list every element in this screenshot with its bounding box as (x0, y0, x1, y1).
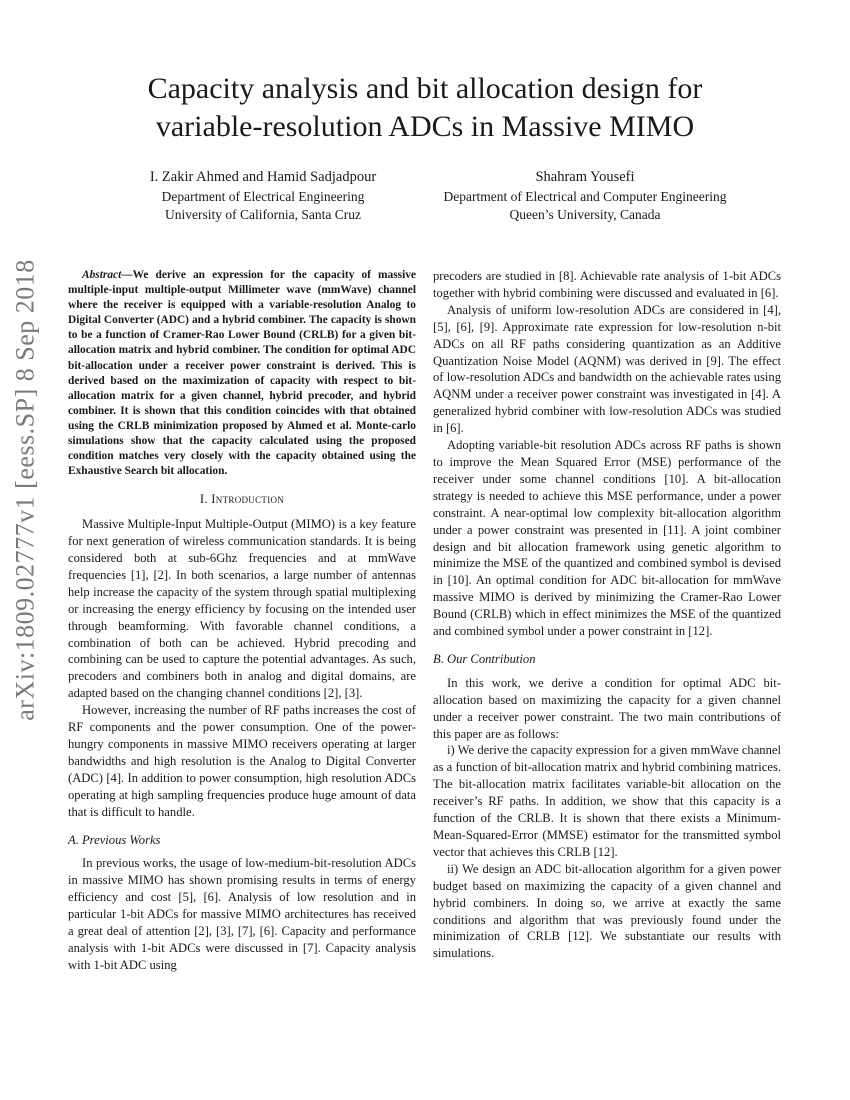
introduction-paragraph-2: However, increasing the number of RF paths increases the cost of RF components and the power consumption. One of the power-hungry components in massive MIMO receivers operating at larger bandwidths and high resolution is the Analog to Digital Converter (ADC) [4]. In addition to power consumption, high resolution ADCs operating at high sampling frequencies produce huge amount of data that is difficult to handle. (68, 703, 416, 819)
contribution-paragraph-3: ii) We design an ADC bit-allocation algorithm for a given power budget based on maximizing the capacity of a given channel and hybrid combiners. In doing so, we arrive at exactly the same conditions and algorithm that was previously found under the minimization of CRLB [12]. We substantiate our results with simulations. (433, 861, 781, 961)
author-institution: University of California, Santa Cruz (164, 207, 362, 222)
paper-title-line-1: Capacity analysis and bit allocation design for (147, 72, 703, 105)
author-block-queens (420, 168, 750, 224)
author-names: I. Zakir Ahmed and Hamid Sadjadpour (149, 169, 377, 185)
introduction-heading (68, 491, 416, 508)
contribution-paragraph-2: i) We derive the capacity expression for a given mmWave channel as a function of bit-allocation matrix and hybrid combining matrices. The bit-allocation matrix facilitates variable-bit allocation on the receiver’s RF paths. In addition, we show that this capacity is a function of the CRLB. It is shown that there exists a Minimum-Mean-Squared-Error (MMSE) estimator for the transmitted symbol vector that achieves this CRLB [12]. (433, 743, 781, 859)
arxiv-identifier-text: arXiv:1809.02777v1 [eess.SP] 8 Sep 2018 (11, 259, 41, 721)
introduction-paragraph-1: Massive Multiple-Input Multiple-Output (MIMO) is a key feature for next generation of wireless communication standards. It is being considered both at sub-6Ghz frequencies and at mmWave frequencies [1], [2]. In both scenarios, a large number of antennas help increase the capacity of the system through spatial multiplexing or increasing the energy efficiency by focusing on the intended user through beamforming. With favorable channel conditions, a combination of both can be achieved. Hybrid precoding and combining can be used to capture the potential advantages. As such, precoders and combiners both in analog and digital domains, are adapted based on the changing channel conditions [2], [3]. (68, 517, 416, 701)
paper-title-line-2: variable-resolution ADCs in Massive MIMO (155, 110, 695, 143)
contribution-heading: B. Our Contribution (433, 651, 536, 666)
right-column (433, 268, 781, 962)
previous-works-heading: A. Previous Works (68, 832, 161, 847)
contribution-paragraph-1: In this work, we derive a condition for optimal ADC bit-allocation based on maximizing the capacity for a given channel under a receiver power constraint. The two main contributions of this paper are as follows: (433, 675, 781, 741)
author-department: Department of Electrical and Computer Engineering (443, 189, 727, 204)
author-names: Shahram Yousefi (535, 169, 635, 185)
left-column (68, 268, 416, 974)
previous-works-paragraph-1-continued: precoders are studied in [8]. Achievable rate analysis of 1-bit ADCs together with hybrid combining were discussed and evaluated in [6]. (433, 269, 781, 300)
arxiv-identifier-stamp (0, 259, 52, 721)
paper-title (60, 70, 790, 146)
previous-works-paragraph-2: Analysis of uniform low-resolution ADCs are considered in [4], [5], [6], [9]. Approximate rate expression for low-resolution n-bit ADCs on all RF paths considering quantization as an Additive Quantization Noise Model (AQNM) was derived in [9]. The effect of low-resolution ADCs and bandwidth on the achievable rates using AQNM under a receiver power constraint was investigated in [4]. A generalized hybrid combiner with low-resolution ADCs was studied in [6]. (433, 302, 781, 436)
abstract-label: Abstract (82, 269, 122, 281)
abstract-text: —We derive an expression for the capacity of massive multiple-input multiple-output Millimeter wave (mmWave) channel where the receiver is equipped with a variable-resolution Analog to Digital Converter (ADC) and a hybrid combiner. The capacity is shown to be a function of Cramer-Rao Lower Bound (CRLB) for a given bit-allocation matrix and hybrid combiner. The condition for optimal ADC bit-allocation under a receiver power constraint is derived. This is derived based on the maximization of capacity with respect to bit-allocation matrix for a given channel, hybrid precoder, and hybrid combiner. It is shown that this condition coincides with that obtained using the CRLB minimization proposed by Ahmed et al. Monte-carlo simulations show that the capacity calculated using the proposed condition matches very closely with the capacity obtained using the Exhaustive Search bit allocation. (68, 269, 416, 478)
author-institution: Queen’s University, Canada (509, 207, 661, 222)
previous-works-paragraph-1: In previous works, the usage of low-medium-bit-resolution ADCs in massive MIMO has shown promising results in terms of energy efficiency and cost [5], [6]. Analysis of low resolution and in particular 1-bit ADCs for massive MIMO architectures has received a great deal of attention [2], [3], [7], [6]. Capacity and performance analysis with 1-bit ADCs were discussed in [7]. Capacity analysis with 1-bit ADC using (68, 856, 416, 972)
introduction-heading-text: Introduction (211, 492, 285, 507)
abstract (68, 268, 416, 479)
author-department: Department of Electrical Engineering (161, 189, 365, 204)
introduction-numeral: I. (199, 492, 212, 507)
author-block-ucsc (118, 168, 408, 224)
previous-works-paragraph-3: Adopting variable-bit resolution ADCs across RF paths is shown to improve the Mean Squared Error (MSE) performance of the receiver under some channel conditions [10]. A bit-allocation strategy is needed to achieve this MSE performance, under a power constraint. A near-optimal low complexity bit-allocation algorithm under a power constraint was presented in [11]. A joint combiner design and bit allocation framework using genetic algorithm to minimize the MSE of the quantized and combined symbol is devised in [10]. An optimal condition for ADC bit-allocation for mmWave massive MIMO is derived by minimizing the Cramer-Rao Lower Bound (CRLB) which in effect minimizes the MSE of the quantized and combined symbol under a power constraint in [12]. (433, 438, 781, 639)
